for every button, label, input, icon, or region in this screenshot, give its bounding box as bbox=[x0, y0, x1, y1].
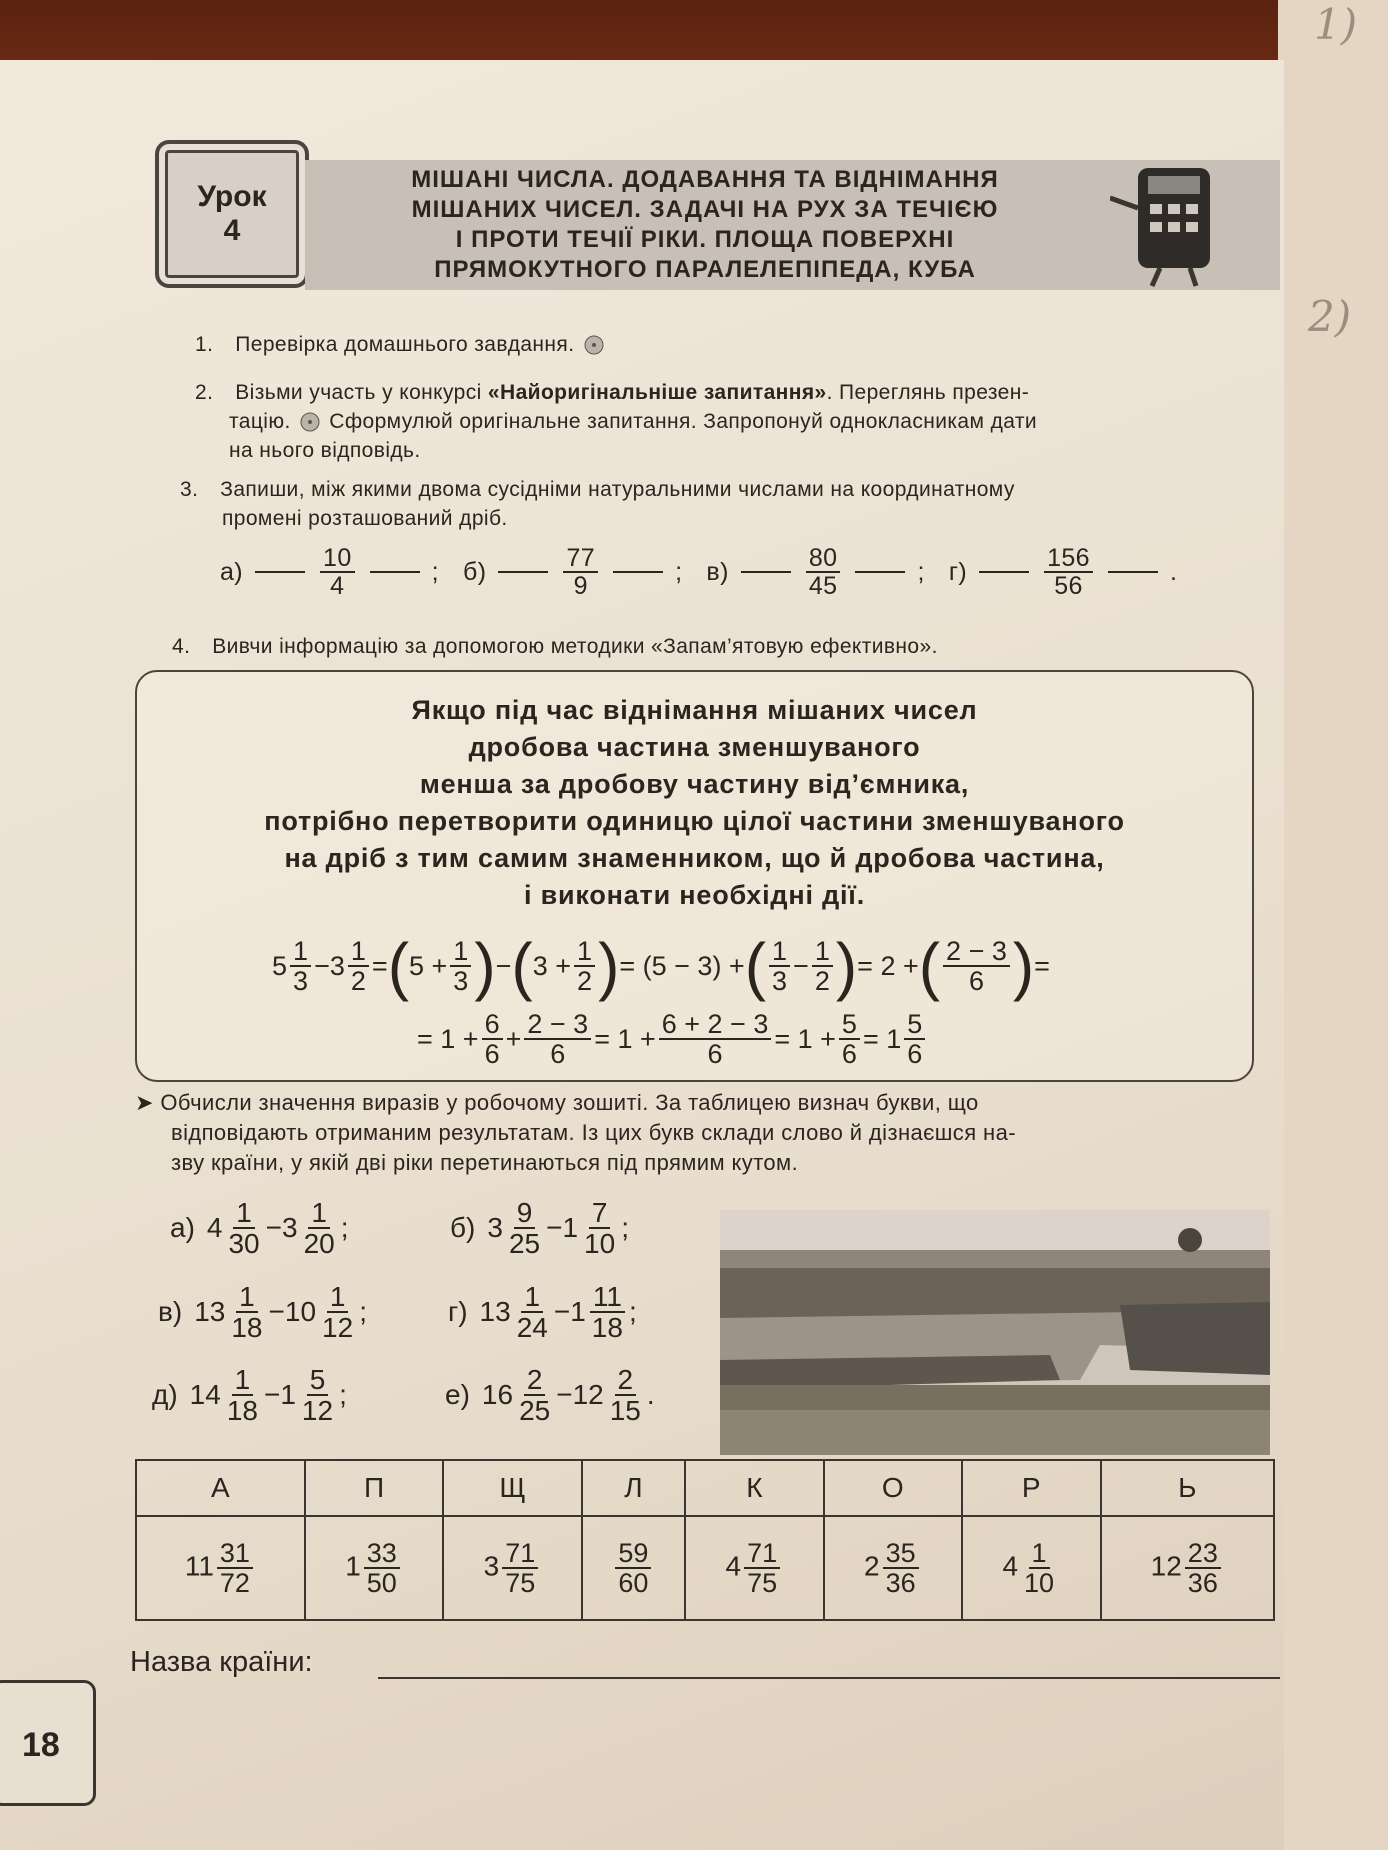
value-cell: 2 $\frac{35}{36}$ bbox=[824, 1516, 962, 1620]
operator: − bbox=[793, 950, 809, 981]
fraction: $\frac{5}{6}$ bbox=[839, 1010, 860, 1069]
formula-term: = 1 + bbox=[774, 1023, 836, 1054]
formula-term: 5 + bbox=[409, 950, 448, 981]
title-line: МІШАНИХ ЧИСЕЛ. ЗАДАЧІ НА РУХ ЗА ТЕЧІЄЮ bbox=[411, 196, 999, 223]
rule-text bbox=[137, 692, 1252, 914]
task-3-fractions bbox=[220, 545, 1177, 600]
exercise-text: відповідають отриманим результатам. Із цих букв склади слово й дізнаєшся на- bbox=[171, 1120, 1016, 1145]
rule-line: дробова частина зменшуваного bbox=[468, 732, 921, 762]
lesson-title bbox=[345, 165, 1065, 285]
letter-cell: А bbox=[136, 1460, 305, 1516]
fraction: $\frac{80}{45}$ bbox=[806, 545, 841, 600]
fraction: $\frac{1}{3}$ bbox=[290, 937, 311, 996]
page-number: 18 bbox=[22, 1726, 60, 1764]
task-4 bbox=[172, 632, 938, 661]
title-line: МІШАНІ ЧИСЛА. ДОДАВАННЯ ТА ВІДНІМАННЯ bbox=[411, 166, 999, 193]
formula-term: = 1 + bbox=[594, 1023, 656, 1054]
task-2-number: 2. bbox=[195, 381, 214, 404]
fraction: $\frac{1}{2}$ bbox=[574, 937, 595, 996]
next-page-edge bbox=[1278, 0, 1388, 1850]
country-label: Назва країни: bbox=[130, 1646, 313, 1678]
expression-g: г) 13 $\frac{1}{24}$ − 1 $\frac{11}{18}$ ; bbox=[448, 1281, 637, 1344]
letters-row bbox=[136, 1460, 1274, 1516]
answer-blank[interactable] bbox=[741, 571, 791, 573]
letter-cell: К bbox=[685, 1460, 823, 1516]
letter-cell: О bbox=[824, 1460, 962, 1516]
disc-icon bbox=[297, 412, 323, 432]
task-1-number: 1. bbox=[195, 333, 214, 356]
separator: ; bbox=[675, 557, 683, 586]
task-4-text: Вивчи інформацію за допомогою методики «Запам’ятовую ефективно». bbox=[212, 635, 938, 658]
formula-line-1: 5 $\frac{1}{3}$ − 3 $\frac{1}{2}$ = ( 5 + $\frac{1}{3}$ ) − ( 3 + $\frac{1}{2}$ ) = (5 − 3) + ( $\frac{1}{3}$ − $\frac{1}{2}$ ) = 2 + ( $\frac{2 - 3}{6}$ ) = bbox=[272, 930, 1050, 1002]
expression-d: д) 14 $\frac{1}{18}$ − 1 $\frac{5}{12}$ ; bbox=[152, 1364, 347, 1427]
rule-box bbox=[135, 670, 1254, 1082]
formula-line-2 bbox=[417, 1010, 928, 1069]
fraction: $\frac{1}{3}$ bbox=[769, 937, 790, 996]
task-2-text: на нього відповідь. bbox=[229, 439, 421, 462]
expression-v: в) 13 $\frac{1}{18}$ − 10 $\frac{1}{12}$ ; bbox=[158, 1281, 367, 1344]
task-2-text: тацію. bbox=[229, 410, 291, 433]
operator: + bbox=[505, 1023, 522, 1054]
answer-blank[interactable] bbox=[255, 571, 305, 573]
calculator-mascot-icon bbox=[1110, 160, 1230, 290]
lesson-label: Урок bbox=[197, 180, 267, 213]
task-4-number: 4. bbox=[172, 635, 191, 658]
fraction: $\frac{2 - 3}{6}$ bbox=[943, 937, 1010, 996]
item-label: г) bbox=[448, 1296, 468, 1328]
separator: . bbox=[1169, 557, 1178, 586]
task-1-text: Перевірка домашнього завдання. bbox=[235, 333, 575, 356]
answer-blank[interactable] bbox=[370, 571, 420, 573]
country-answer-line[interactable] bbox=[378, 1677, 1280, 1679]
value-cell: 3 $\frac{71}{75}$ bbox=[443, 1516, 581, 1620]
whole-part: 5 bbox=[272, 950, 288, 981]
separator: ; bbox=[917, 557, 925, 586]
item-label: б) bbox=[450, 1212, 476, 1244]
task-1 bbox=[195, 330, 607, 359]
fraction: $\frac{5}{6}$ bbox=[904, 1010, 925, 1069]
fraction: $\frac{1}{2}$ bbox=[812, 937, 833, 996]
value-cell: 11 $\frac{31}{72}$ bbox=[136, 1516, 305, 1620]
letter-cell: Ь bbox=[1101, 1460, 1275, 1516]
item-label: в) bbox=[158, 1296, 183, 1328]
fraction: $\frac{6}{6}$ bbox=[482, 1010, 503, 1069]
lesson-badge bbox=[155, 140, 309, 288]
item-label: в) bbox=[706, 557, 729, 586]
answer-blank[interactable] bbox=[855, 571, 905, 573]
value-cell: 12 $\frac{23}{36}$ bbox=[1101, 1516, 1275, 1620]
value-cell: $\frac{59}{60}$ bbox=[582, 1516, 685, 1620]
task-3 bbox=[180, 475, 1260, 533]
operator: = bbox=[1034, 950, 1050, 981]
task-3-text: промені розташований дріб. bbox=[222, 507, 508, 530]
operator: − bbox=[314, 950, 330, 981]
formula-term: = (5 − 3) + bbox=[619, 950, 745, 981]
letter-cell: П bbox=[305, 1460, 443, 1516]
formula-term: = 2 + bbox=[857, 950, 919, 981]
rule-line: Якщо під час віднімання мішаних чисел bbox=[411, 695, 978, 725]
rule-line: і виконати необхідні дії. bbox=[523, 880, 866, 910]
disc-icon bbox=[581, 335, 607, 355]
separator: ; bbox=[431, 557, 439, 586]
fraction: $\frac{2 - 3}{6}$ bbox=[524, 1010, 591, 1069]
handwritten-mark-2: 2) bbox=[1308, 292, 1352, 341]
answer-blank[interactable] bbox=[613, 571, 663, 573]
task-3-text: Запиши, між якими двома сусідніми натуральними числами на координатному bbox=[220, 478, 1015, 501]
river-confluence-photo bbox=[720, 1210, 1270, 1455]
letter-cell: Л bbox=[582, 1460, 685, 1516]
exercise-text: Обчисли значення виразів у робочому зошиті. За таблицею визнач букви, що bbox=[160, 1090, 979, 1115]
answer-blank[interactable] bbox=[1108, 571, 1158, 573]
whole-part: 3 bbox=[329, 950, 345, 981]
rule-line: на дріб з тим самим знаменником, що й дробова частина, bbox=[284, 843, 1105, 873]
task-2 bbox=[195, 378, 1255, 465]
value-cell: 4 $\frac{71}{75}$ bbox=[685, 1516, 823, 1620]
exercise bbox=[135, 1088, 1265, 1178]
expression-b: б) 3 $\frac{9}{25}$ − 1 $\frac{7}{10}$ ; bbox=[450, 1197, 629, 1260]
rule-line: менша за дробову частину від’ємника, bbox=[419, 769, 970, 799]
operator: − bbox=[495, 950, 512, 981]
arrow-icon: ➤ bbox=[135, 1090, 154, 1115]
task-2-text: Візьми участь у конкурсі bbox=[235, 381, 488, 404]
item-label: д) bbox=[152, 1379, 178, 1411]
task-2-text: . Переглянь презен- bbox=[826, 381, 1030, 404]
answer-table bbox=[135, 1459, 1275, 1621]
fraction: $\frac{6 + 2 - 3}{6}$ bbox=[659, 1010, 772, 1069]
expression-a: а) 4 $\frac{1}{30}$ − 3 $\frac{1}{20}$ ; bbox=[170, 1197, 349, 1260]
operator: = bbox=[371, 950, 388, 981]
lesson-number: 4 bbox=[223, 214, 241, 247]
fraction: $\frac{156}{56}$ bbox=[1044, 545, 1093, 600]
letter-cell: Щ bbox=[443, 1460, 581, 1516]
formula-term: 3 + bbox=[532, 950, 572, 981]
task-3-number: 3. bbox=[180, 478, 199, 501]
item-label: е) bbox=[445, 1379, 470, 1411]
item-label: а) bbox=[170, 1212, 195, 1244]
letter-cell: Р bbox=[962, 1460, 1100, 1516]
fraction: $\frac{1}{2}$ bbox=[348, 937, 369, 996]
item-label: г) bbox=[948, 557, 968, 586]
textbook-page bbox=[0, 60, 1284, 1850]
item-label: а) bbox=[220, 557, 244, 586]
contest-name: «Найоригінальніше запитання» bbox=[487, 381, 827, 404]
handwritten-mark-1: 1) bbox=[1314, 0, 1358, 49]
formula-term: = 1 + bbox=[417, 1023, 479, 1054]
item-label: б) bbox=[463, 557, 487, 586]
title-line: І ПРОТИ ТЕЧІЇ РІКИ. ПЛОЩА ПОВЕРХНІ bbox=[455, 226, 955, 253]
value-cell: 1 $\frac{33}{50}$ bbox=[305, 1516, 443, 1620]
value-cell: 4 $\frac{1}{10}$ bbox=[962, 1516, 1100, 1620]
answer-blank[interactable] bbox=[498, 571, 548, 573]
exercise-text: зву країни, у якій дві ріки перетинаються під прямим кутом. bbox=[171, 1150, 799, 1175]
expression-e: е) 16 $\frac{2}{25}$ − 12 $\frac{2}{15}$ . bbox=[445, 1364, 655, 1427]
formula-term: = 1 bbox=[862, 1023, 902, 1054]
task-2-text: Сформулюй оригінальне запитання. Запропонуй однокласникам дати bbox=[329, 410, 1037, 433]
fraction: $\frac{77}{9}$ bbox=[563, 545, 598, 600]
answer-blank[interactable] bbox=[979, 571, 1029, 573]
title-line: ПРЯМОКУТНОГО ПАРАЛЕЛЕПІПЕДА, КУБА bbox=[434, 256, 976, 283]
fraction: $\frac{10}{4}$ bbox=[320, 545, 355, 600]
rule-line: потрібно перетворити одиницю цілої частини зменшуваного bbox=[264, 806, 1125, 836]
fraction: $\frac{1}{3}$ bbox=[450, 937, 471, 996]
values-row bbox=[136, 1516, 1274, 1620]
